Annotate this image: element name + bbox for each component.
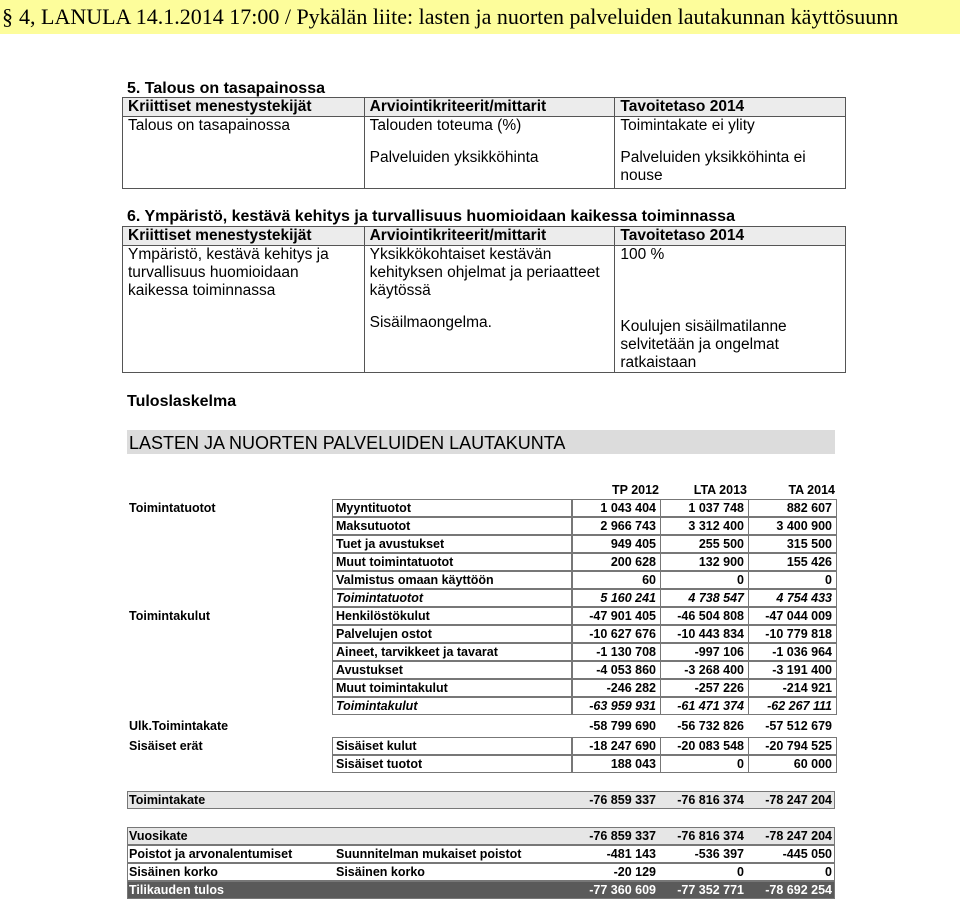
- s6-criteria: Yksikkökohtaiset kestävän kehityksen ohjelmat ja periaatteet käytössä Sisäilmaongelma.: [364, 246, 615, 373]
- value-cell: 188 043: [610, 757, 656, 771]
- header-text: 4, LANULA 14.1.2014 17:00 / Pykälän liite: lasten ja nuorten palveluiden lautakunnan käyttösuunn: [19, 4, 899, 29]
- value-cell: -10 779 818: [765, 627, 832, 641]
- row-group-label: Toimintakate: [129, 793, 206, 807]
- value-cell: 60 000: [793, 757, 832, 771]
- value-cell: 5 160 241: [600, 591, 656, 605]
- value-cell: -20 083 548: [677, 739, 744, 753]
- col-header-success-factors: Kriittiset menestystekijät: [123, 98, 365, 117]
- row-group-label: Sisäinen korko: [129, 865, 218, 879]
- row-item-label: Sisäinen korko: [336, 865, 425, 879]
- s5-criteria: Talouden toteuma (%) Palveluiden yksikköhinta: [364, 117, 615, 189]
- s6-factor: Ympäristö, kestävä kehitys ja turvallisuus huomioidaan kaikessa toiminnassa: [123, 246, 365, 373]
- page-header: [0, 0, 960, 34]
- row-group-label: Toimintatuotot: [129, 501, 216, 515]
- value-cell: -47 044 009: [765, 609, 832, 623]
- row-group-label: Toimintakulut: [129, 609, 211, 623]
- table-row: [127, 863, 835, 881]
- table-row: [127, 517, 835, 535]
- row-group-label: Poistot ja arvonalentumiset: [129, 847, 293, 861]
- col-header-criteria: Arviointikriteerit/mittarit: [364, 98, 615, 117]
- value-cell: 3 400 900: [776, 519, 832, 533]
- year-header: LTA 2013: [693, 483, 747, 497]
- value-cell: -61 471 374: [677, 699, 744, 713]
- value-cell: -20 794 525: [765, 739, 832, 753]
- value-cell: 155 426: [786, 555, 832, 569]
- value-cell: 0: [737, 757, 744, 771]
- value-cell: -78 247 204: [765, 793, 832, 807]
- value-cell: -56 732 826: [677, 719, 744, 733]
- value-cell: -57 512 679: [765, 719, 832, 733]
- row-item-label: Tuet ja avustukset: [336, 537, 445, 551]
- income-statement-table: [127, 479, 835, 899]
- table-row: [127, 535, 835, 553]
- row-item-label: Avustukset: [336, 663, 403, 677]
- table-row: [127, 571, 835, 589]
- section-5-table: [122, 97, 846, 189]
- value-cell: -78 247 204: [765, 829, 832, 843]
- value-cell: 255 500: [698, 537, 744, 551]
- value-cell: -3 191 400: [772, 663, 832, 677]
- table-row: [127, 737, 835, 755]
- row-item-label: Valmistus omaan käyttöön: [336, 573, 494, 587]
- value-cell: -62 267 111: [767, 699, 832, 713]
- value-cell: -4 053 860: [596, 663, 656, 677]
- value-cell: -76 859 337: [589, 829, 656, 843]
- value-cell: -20 129: [613, 865, 656, 879]
- value-cell: 2 966 743: [600, 519, 656, 533]
- row-item-label: Palvelujen ostot: [336, 627, 432, 641]
- value-cell: 1 037 748: [688, 501, 744, 515]
- col-header-criteria: Arviointikriteerit/mittarit: [364, 227, 615, 246]
- value-cell: 4 738 547: [688, 591, 744, 605]
- row-item-label: Suunnitelman mukaiset poistot: [336, 847, 522, 861]
- value-cell: -481 143: [606, 847, 656, 861]
- value-cell: -78 692 254: [765, 883, 832, 897]
- value-cell: 0: [825, 865, 832, 879]
- table-row: [127, 607, 835, 625]
- row-item-label: Aineet, tarvikkeet ja tavarat: [336, 645, 498, 659]
- value-cell: -58 799 690: [589, 719, 656, 733]
- section-5-title: 5. Talous on tasapainossa: [127, 80, 325, 97]
- col-header-target: Tavoitetaso 2014: [615, 98, 846, 117]
- value-cell: 0: [737, 865, 744, 879]
- table-row: [127, 881, 835, 899]
- row-group-label: Vuosikate: [129, 829, 188, 843]
- value-cell: -46 504 808: [677, 609, 744, 623]
- value-cell: -1 130 708: [596, 645, 656, 659]
- row-item-label: Sisäiset tuotot: [336, 757, 423, 771]
- value-cell: 882 607: [786, 501, 832, 515]
- table-row: [127, 553, 835, 571]
- row-item-label: Muut toimintatuotot: [336, 555, 454, 569]
- value-cell: 200 628: [610, 555, 656, 569]
- value-cell: 4 754 433: [776, 591, 832, 605]
- row-item-label: Muut toimintakulut: [336, 681, 448, 695]
- value-cell: -3 268 400: [684, 663, 744, 677]
- table-row: [127, 679, 835, 697]
- value-cell: 0: [737, 573, 744, 587]
- row-item-label: Myyntituotot: [336, 501, 411, 515]
- table-row: [127, 661, 835, 679]
- value-cell: -76 816 374: [677, 829, 744, 843]
- table-row: [127, 625, 835, 643]
- table-row: [127, 697, 835, 715]
- value-cell: -76 859 337: [589, 793, 656, 807]
- value-cell: -214 921: [782, 681, 832, 695]
- value-cell: 60: [642, 573, 656, 587]
- value-cell: -997 106: [694, 645, 744, 659]
- row-group-label: Sisäiset erät: [129, 739, 203, 753]
- s6-target: 100 % Koulujen sisäilmatilanne selvitetään ja ongelmat ratkaistaan: [615, 246, 846, 373]
- s5-factor: Talous on tasapainossa: [123, 117, 365, 189]
- income-statement-title: Tuloslaskelma: [127, 393, 237, 410]
- value-cell: -257 226: [694, 681, 744, 695]
- value-cell: 132 900: [698, 555, 744, 569]
- section-6-title: 6. Ympäristö, kestävä kehitys ja turvallisuus huomioidaan kaikessa toiminnassa: [127, 208, 735, 225]
- table-row: [127, 643, 835, 661]
- row-item-label: Toimintakulut: [336, 699, 418, 713]
- value-cell: -536 397: [694, 847, 744, 861]
- year-header-row: [127, 479, 835, 499]
- table-row: [127, 717, 835, 735]
- value-cell: -77 360 609: [589, 883, 656, 897]
- table-row: [127, 827, 835, 845]
- year-header: TP 2012: [611, 483, 659, 497]
- value-cell: -10 443 834: [677, 627, 744, 641]
- table-row: [127, 845, 835, 863]
- table-row: [127, 589, 835, 607]
- value-cell: -10 627 676: [589, 627, 656, 641]
- value-cell: -76 816 374: [677, 793, 744, 807]
- table-row: [127, 499, 835, 517]
- value-cell: 1 043 404: [600, 501, 656, 515]
- row-group-label: Ulk.Toimintakate: [129, 719, 229, 733]
- value-cell: 949 405: [610, 537, 656, 551]
- committee-name-band: LASTEN JA NUORTEN PALVELUIDEN LAUTAKUNTA: [127, 430, 835, 454]
- row-group-label: Tilikauden tulos: [129, 883, 224, 897]
- value-cell: -77 352 771: [677, 883, 744, 897]
- row-item-label: Maksutuotot: [336, 519, 411, 533]
- year-header: TA 2014: [788, 483, 835, 497]
- value-cell: -1 036 964: [772, 645, 832, 659]
- value-cell: -445 050: [782, 847, 832, 861]
- value-cell: -47 901 405: [589, 609, 656, 623]
- table-row: [127, 755, 835, 773]
- value-cell: -18 247 690: [589, 739, 656, 753]
- table-row: [127, 791, 835, 809]
- value-cell: 0: [825, 573, 832, 587]
- value-cell: 315 500: [786, 537, 832, 551]
- section-6-table: [122, 226, 846, 373]
- col-header-target: Tavoitetaso 2014: [615, 227, 846, 246]
- section-sign: §: [2, 4, 13, 29]
- s5-target: Toimintakate ei ylity Palveluiden yksikköhinta ei nouse: [615, 117, 846, 189]
- row-item-label: Sisäiset kulut: [336, 739, 417, 753]
- value-cell: -63 959 931: [589, 699, 656, 713]
- value-cell: 3 312 400: [688, 519, 744, 533]
- col-header-success-factors: Kriittiset menestystekijät: [123, 227, 365, 246]
- row-item-label: Henkilöstökulut: [336, 609, 430, 623]
- row-item-label: Toimintatuotot: [336, 591, 424, 605]
- value-cell: -246 282: [606, 681, 656, 695]
